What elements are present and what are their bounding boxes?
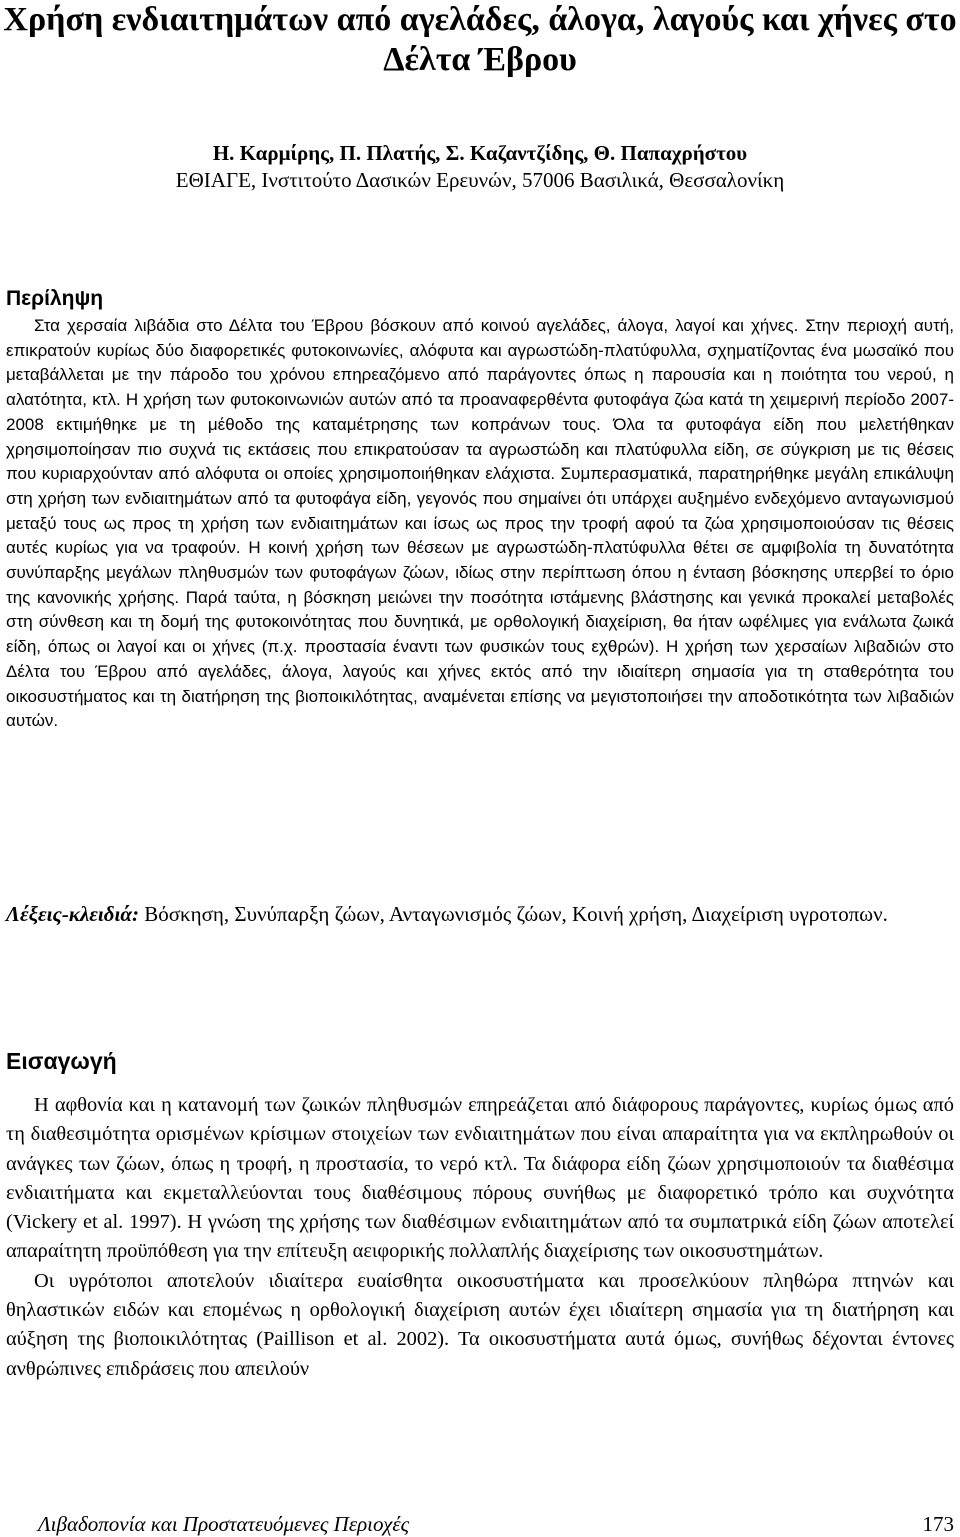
author-names: Η. Καρμίρης, Π. Πλατής, Σ. Καζαντζίδης, Θ. Παπαχρήστου	[212, 141, 748, 165]
journal-name: Λιβαδοπονία και Προστατευόμενες Περιοχές	[38, 1512, 410, 1536]
paper-title: Χρήση ενδιαιτημάτων από αγελάδες, άλογα, λαγούς και χήνες στο Δέλτα Έβρου	[3, 1, 957, 78]
page-number: 173	[922, 1512, 954, 1536]
intro-paragraph: Η αφθονία και η κατανομή των ζωικών πληθυσμών επηρεάζεται από διάφορους παράγοντες, κυρίως όμως από τη διαθεσιμότητα ορισμένων κρίσιμων στοιχείων των ενδιαιτημάτων που είναι απαραίτητα για να εκπληρωθούν οι ανάγκες των ζώων, όπως η τροφή, η προστασία, το νερό κτλ. Τα διάφορα είδη ζώων χρησιμοποιούν τα διαθέσιμα ενδιαιτήματα και εκμεταλλεύονται τους διαθέσιμους πόρους συνήθως με διαφορετικό τρόπο και συχνότητα (Vickery et al. 1997). Η γνώση της χρήσης των διαθέσιμων ενδιαιτημάτων από τα συμπατρικά είδη ζώων αποτελεί απαραίτητη προϋπόθεση για την επίτευξη αειφορικής πολλαπλής διαχείρισης των οικοσυστημάτων.	[6, 1094, 954, 1263]
author-block	[0, 140, 960, 194]
affiliation: ΕΘΙΑΓΕ, Ινστιτούτο Δασικών Ερευνών, 57006 Βασιλικά, Θεσσαλονίκη	[175, 168, 785, 192]
intro-paragraph: Οι υγρότοποι αποτελούν ιδιαίτερα ευαίσθητα οικοσυστήματα και προσελκύουν πληθώρα πτηνών και θηλαστικών ειδών και επομένως η ορθολογική διαχείριση αυτών έχει ιδιαίτερη σημασία για τη διατήρηση και αύξηση της βιοποικιλότητας (Paillison et al. 2002). Τα οικοσυστήματα αυτά όμως, συνήθως δέχονται έντονες ανθρώπινες επιδράσεις που απειλούν	[6, 1269, 954, 1380]
keywords	[6, 900, 954, 929]
introduction-body	[6, 1091, 954, 1384]
abstract-text: Στα χερσαία λιβάδια στο Δέλτα του Έβρου βόσκουν από κοινού αγελάδες, άλογα, λαγοί και χήνες. Στην περιοχή αυτή, επικρατούν κυρίως δύο διαφορετικές φυτοκοινωνίες, αλόφυτα και αγρωστώδη-πλατύφυλλα, σχηματίζοντας ένα μωσαϊκό που μεταβάλλεται με την πάροδο του χρόνου επηρεαζόμενο από παράγοντες όπως η παρουσία και η ποιότητα του νερού, η αλατότητα, κτλ. Η χρήση των φυτοκοινωνιών αυτών από τα προαναφερθέντα φυτοφάγα ζώα κατά τη χειμερινή περίοδο 2007-2008 εκτιμήθηκε με τη μέθοδο της καταμέτρησης των κοπράνων τους. Όλα τα φυτοφάγα είδη που μελετήθηκαν χρησιμοποίησαν πιο συχνά τις εκτάσεις που επικρατούσαν τα αγρωστώδη και πλατύφυλλα είδη, σε σύγκριση με τις θέσεις που κυριαρχούνταν από αλόφυτα οι οποίες χρησιμοποιήθηκαν ελάχιστα. Συμπερασματικά, παρατηρήθηκε μεγάλη επικάλυψη στη χρήση των ενδιαιτημάτων από τα φυτοφάγα είδη, γεγονός που σημαίνει ότι υπάρχει αυξημένο ενδεχόμενο ανταγωνισμού μεταξύ τους ως προς τη χρήση των ενδιαιτημάτων και ίσως ως προς την τροφή αφού τα ζώα χρησιμοποιούσαν τις θέσεις αυτές κυρίως για να τραφούν. Η κοινή χρήση των θέσεων με αγρωστώδη-πλατύφυλλα θέτει σε αμφιβολία τη δυνατότητα συνύπαρξης μεγάλων πληθυσμών των φυτοφάγων ζώων, ιδίως στην περίπτωση όπου η ένταση βόσκησης υπερβεί το όριο της κανονικής χρήσης. Παρά ταύτα, η βόσκηση μειώνει την ποσότητα ιστάμενης βλάστησης και γενικά προκαλεί μεταβολές στη σύνθεση και τη δομή της φυτοκοινότητας που δυνητικά, με ορθολογική διαχείριση, θα ήταν ωφέλιμες για ενάλωτα ζωικά είδη, όπως οι λαγοί και οι χήνες (π.χ. προστασία έναντι των φυσικών τους εχθρών). Η χρήση των χερσαίων λιβαδιών στο Δέλτα του Έβρου από αγελάδες, άλογα, λαγούς και χήνες εκτός από την ιδιαίτερη σημασία για τη σταθερότητα του οικοσυστήματος και τη διατήρηση της βιοποικιλότητας, αναμένεται επίσης να μεγιστοποιήσει την αποδοτικότητα των λιβαδιών αυτών.	[6, 316, 954, 731]
abstract-heading: Περίληψη	[6, 287, 104, 310]
keywords-label: Λέξεις-κλειδιά:	[6, 902, 139, 926]
page-footer	[0, 1511, 960, 1537]
keywords-text: Βόσκηση, Συνύπαρξη ζώων, Ανταγωνισμός ζώων, Κοινή χρήση, Διαχείριση υγροτοπων.	[138, 902, 888, 926]
introduction-heading: Εισαγωγή	[6, 1048, 117, 1074]
